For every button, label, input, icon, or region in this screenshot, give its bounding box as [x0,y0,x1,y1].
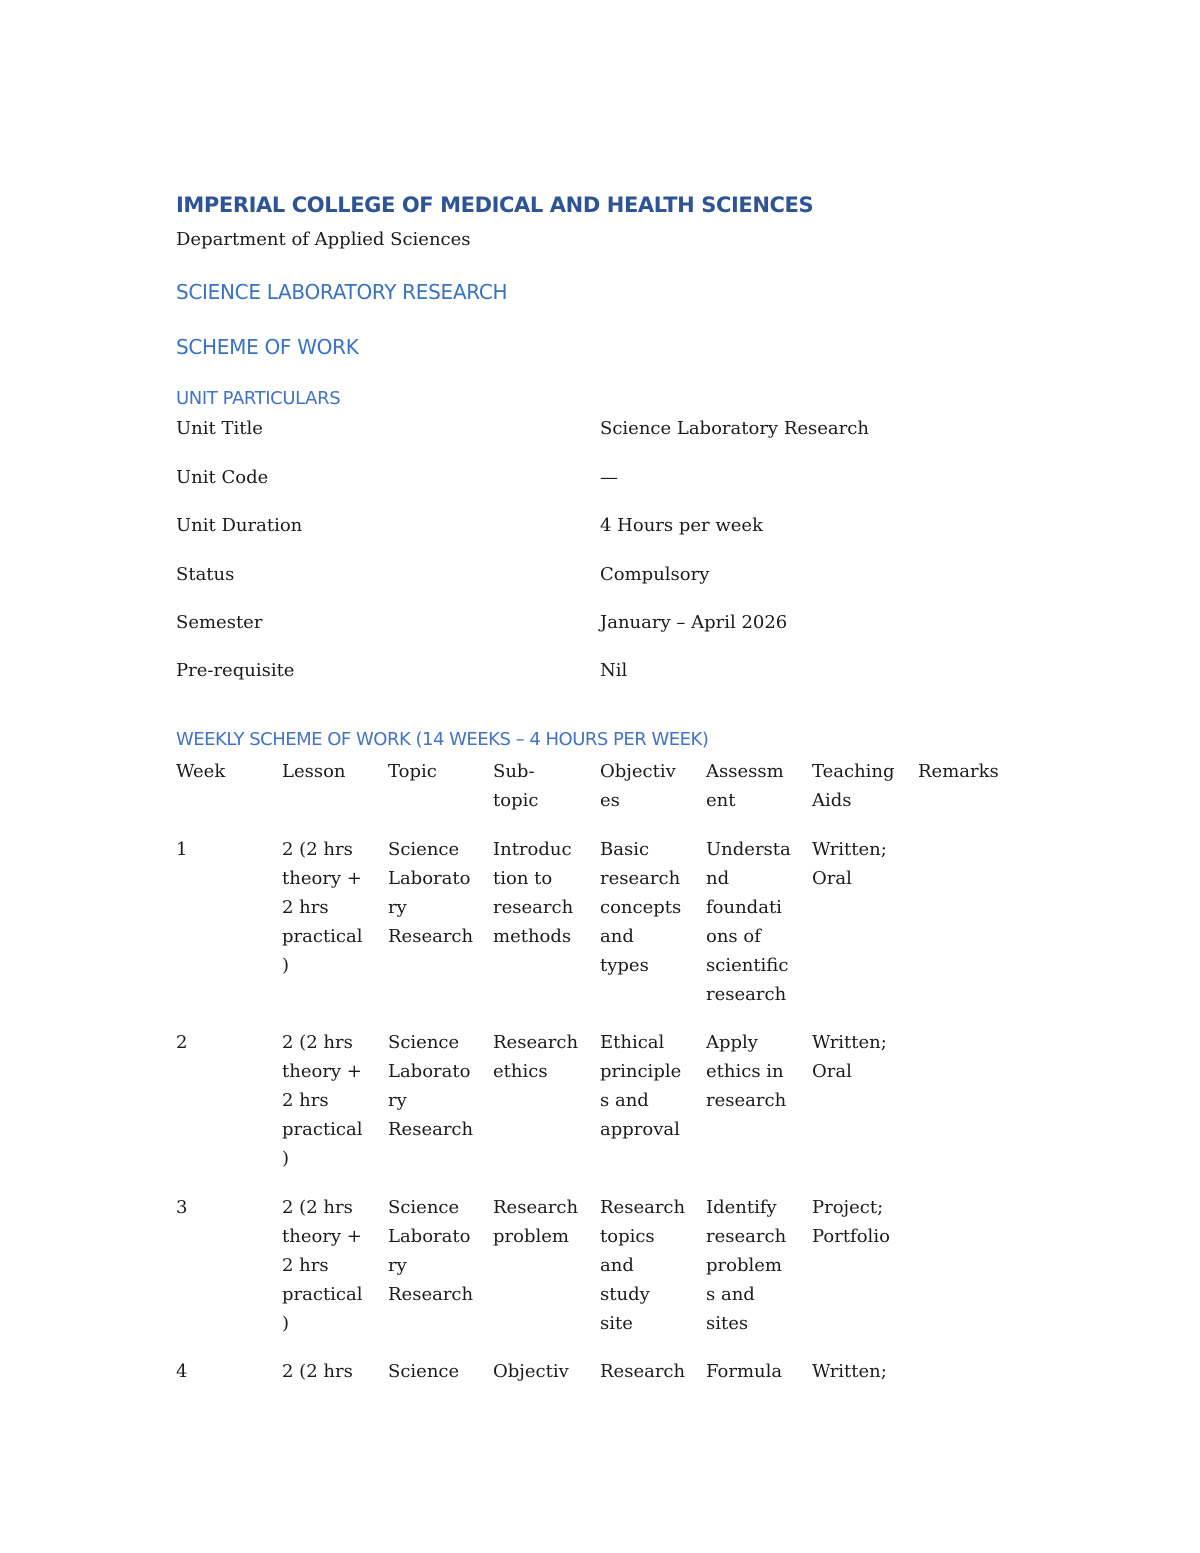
table-cell-teaching-aids: Written; Oral [812,839,887,889]
particular-label: Semester [176,612,263,633]
column-header-objectives: Objectiv es [600,761,676,811]
particular-label: Unit Title [176,418,263,439]
particular-value: — [600,467,618,488]
course-title: SCIENCE LABORATORY RESEARCH [176,280,508,304]
department-name: Department of Applied Sciences [176,229,471,250]
particular-label: Status [176,564,235,585]
table-cell-lesson: 2 (2 hrs [282,1361,353,1382]
particular-value: Science Laboratory Research [600,418,869,439]
table-cell-week: 3 [176,1197,188,1218]
table-cell-lesson: 2 (2 hrs theory + 2 hrs practical ) [282,1032,363,1169]
table-cell-subtopic: Research problem [493,1197,579,1247]
table-cell-subtopic: Research ethics [493,1032,579,1082]
table-cell-topic: Science Laborato ry Research [388,1032,474,1140]
table-cell-assessment: Formula [706,1361,783,1382]
table-cell-topic: Science Laborato ry Research [388,839,474,947]
table-cell-subtopic: Introduc tion to research methods [493,839,574,947]
particular-label: Unit Code [176,467,269,488]
table-cell-objectives: Research topics and study site [600,1197,686,1334]
table-cell-week: 1 [176,839,188,860]
particular-label: Pre-requisite [176,660,295,681]
particular-value: Compulsory [600,564,710,585]
table-cell-lesson: 2 (2 hrs theory + 2 hrs practical ) [282,839,363,976]
table-cell-week: 4 [176,1361,188,1382]
institution-title: IMPERIAL COLLEGE OF MEDICAL AND HEALTH SCIENCES [176,193,814,217]
table-cell-assessment: Understa nd foundati ons of scientific research [706,839,791,1005]
table-cell-week: 2 [176,1032,188,1053]
particular-value: Nil [600,660,628,681]
column-header-week: Week [176,761,226,782]
column-header-assessment: Assessm ent [706,761,784,811]
table-cell-topic: Science [388,1361,460,1382]
unit-particulars-heading: UNIT PARTICULARS [176,388,341,409]
column-header-subtopic: Sub- topic [493,761,539,811]
particular-label: Unit Duration [176,515,303,536]
document-type-heading: SCHEME OF WORK [176,335,359,359]
table-cell-objectives: Basic research concepts and types [600,839,682,976]
table-cell-subtopic: Objectiv [493,1361,569,1382]
column-header-remarks: Remarks [918,761,999,782]
column-header-topic: Topic [388,761,437,782]
particular-value: January – April 2026 [600,612,788,633]
table-cell-assessment: Identify research problem s and sites [706,1197,787,1334]
column-header-lesson: Lesson [282,761,346,782]
column-header-teaching-aids: Teaching Aids [812,761,895,811]
table-cell-teaching-aids: Project; Portfolio [812,1197,890,1247]
table-cell-topic: Science Laborato ry Research [388,1197,474,1305]
weekly-scheme-heading: WEEKLY SCHEME OF WORK (14 WEEKS – 4 HOURS PER WEEK) [176,729,709,750]
table-cell-teaching-aids: Written; Oral [812,1032,887,1082]
table-cell-objectives: Research [600,1361,686,1382]
table-cell-assessment: Apply ethics in research [706,1032,787,1111]
table-cell-teaching-aids: Written; [812,1361,887,1382]
table-cell-lesson: 2 (2 hrs theory + 2 hrs practical ) [282,1197,363,1334]
particular-value: 4 Hours per week [600,515,763,536]
table-cell-objectives: Ethical principle s and approval [600,1032,682,1140]
